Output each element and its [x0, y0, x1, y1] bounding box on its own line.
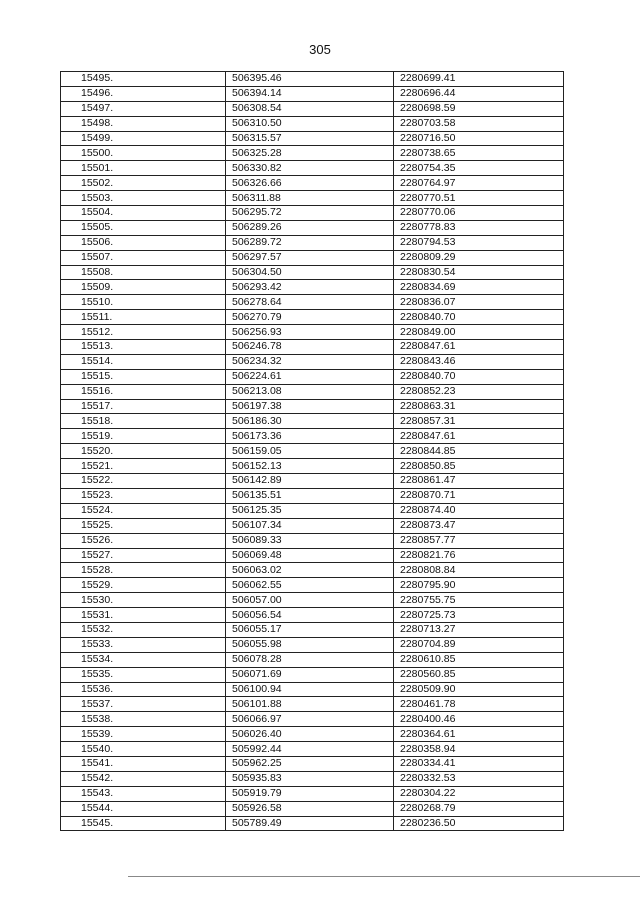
table-row [61, 756, 564, 771]
northing-cell: 2280268.79 [394, 801, 564, 816]
table-row [61, 727, 564, 742]
northing-cell: 2280764.97 [394, 176, 564, 191]
table-row [61, 414, 564, 429]
easting-cell: 506071.69 [226, 667, 394, 682]
easting-cell: 506297.57 [226, 250, 394, 265]
table-row [61, 786, 564, 801]
northing-cell: 2280509.90 [394, 682, 564, 697]
easting-cell: 506107.34 [226, 518, 394, 533]
coordinates-table-body [61, 72, 564, 831]
point-number-cell: 15525. [61, 518, 226, 533]
easting-cell: 506135.51 [226, 488, 394, 503]
easting-cell: 505992.44 [226, 742, 394, 757]
easting-cell: 506100.94 [226, 682, 394, 697]
point-number-cell: 15520. [61, 444, 226, 459]
table-row [61, 72, 564, 87]
table-row [61, 295, 564, 310]
point-number-cell: 15519. [61, 429, 226, 444]
point-number-cell: 15502. [61, 176, 226, 191]
northing-cell: 2280834.69 [394, 280, 564, 295]
table-row [61, 474, 564, 489]
easting-cell: 506304.50 [226, 265, 394, 280]
point-number-cell: 15515. [61, 369, 226, 384]
northing-cell: 2280400.46 [394, 712, 564, 727]
easting-cell: 506056.54 [226, 608, 394, 623]
northing-cell: 2280334.41 [394, 756, 564, 771]
point-number-cell: 15495. [61, 72, 226, 87]
table-row [61, 682, 564, 697]
northing-cell: 2280844.85 [394, 444, 564, 459]
northing-cell: 2280461.78 [394, 697, 564, 712]
point-number-cell: 15543. [61, 786, 226, 801]
northing-cell: 2280236.50 [394, 816, 564, 831]
table-row [61, 503, 564, 518]
point-number-cell: 15503. [61, 191, 226, 206]
table-row [61, 206, 564, 221]
table-row [61, 280, 564, 295]
easting-cell: 506289.72 [226, 235, 394, 250]
northing-cell: 2280738.65 [394, 146, 564, 161]
northing-cell: 2280873.47 [394, 518, 564, 533]
table-row [61, 608, 564, 623]
easting-cell: 506395.46 [226, 72, 394, 87]
easting-cell: 506234.32 [226, 354, 394, 369]
northing-cell: 2280874.40 [394, 503, 564, 518]
point-number-cell: 15524. [61, 503, 226, 518]
northing-cell: 2280725.73 [394, 608, 564, 623]
point-number-cell: 15500. [61, 146, 226, 161]
easting-cell: 505789.49 [226, 816, 394, 831]
northing-cell: 2280840.70 [394, 310, 564, 325]
easting-cell: 506213.08 [226, 384, 394, 399]
northing-cell: 2280358.94 [394, 742, 564, 757]
easting-cell: 506330.82 [226, 161, 394, 176]
point-number-cell: 15506. [61, 235, 226, 250]
northing-cell: 2280698.59 [394, 101, 564, 116]
northing-cell: 2280840.70 [394, 369, 564, 384]
northing-cell: 2280836.07 [394, 295, 564, 310]
point-number-cell: 15536. [61, 682, 226, 697]
northing-cell: 2280808.84 [394, 563, 564, 578]
easting-cell: 505919.79 [226, 786, 394, 801]
table-row [61, 444, 564, 459]
northing-cell: 2280610.85 [394, 652, 564, 667]
northing-cell: 2280713.27 [394, 622, 564, 637]
point-number-cell: 15541. [61, 756, 226, 771]
northing-cell: 2280847.61 [394, 429, 564, 444]
northing-cell: 2280847.61 [394, 340, 564, 355]
point-number-cell: 15514. [61, 354, 226, 369]
northing-cell: 2280857.31 [394, 414, 564, 429]
table-row [61, 429, 564, 444]
page-bottom-rule [128, 876, 640, 877]
table-row [61, 712, 564, 727]
point-number-cell: 15521. [61, 459, 226, 474]
northing-cell: 2280843.46 [394, 354, 564, 369]
point-number-cell: 15539. [61, 727, 226, 742]
northing-cell: 2280852.23 [394, 384, 564, 399]
point-number-cell: 15530. [61, 593, 226, 608]
point-number-cell: 15499. [61, 131, 226, 146]
easting-cell: 506066.97 [226, 712, 394, 727]
northing-cell: 2280560.85 [394, 667, 564, 682]
table-row [61, 340, 564, 355]
point-number-cell: 15522. [61, 474, 226, 489]
easting-cell: 506159.05 [226, 444, 394, 459]
table-row [61, 86, 564, 101]
northing-cell: 2280830.54 [394, 265, 564, 280]
easting-cell: 506295.72 [226, 206, 394, 221]
point-number-cell: 15497. [61, 101, 226, 116]
northing-cell: 2280696.44 [394, 86, 564, 101]
northing-cell: 2280861.47 [394, 474, 564, 489]
easting-cell: 506173.36 [226, 429, 394, 444]
point-number-cell: 15527. [61, 548, 226, 563]
easting-cell: 506057.00 [226, 593, 394, 608]
point-number-cell: 15508. [61, 265, 226, 280]
table-row [61, 116, 564, 131]
easting-cell: 505935.83 [226, 771, 394, 786]
easting-cell: 506315.57 [226, 131, 394, 146]
northing-cell: 2280755.75 [394, 593, 564, 608]
page-number: 305 [309, 42, 331, 57]
table-row [61, 459, 564, 474]
northing-cell: 2280863.31 [394, 399, 564, 414]
easting-cell: 506224.61 [226, 369, 394, 384]
table-row [61, 801, 564, 816]
table-row [61, 622, 564, 637]
northing-cell: 2280770.51 [394, 191, 564, 206]
point-number-cell: 15528. [61, 563, 226, 578]
point-number-cell: 15509. [61, 280, 226, 295]
point-number-cell: 15537. [61, 697, 226, 712]
easting-cell: 506089.33 [226, 533, 394, 548]
northing-cell: 2280849.00 [394, 325, 564, 340]
table-row [61, 250, 564, 265]
northing-cell: 2280770.06 [394, 206, 564, 221]
point-number-cell: 15531. [61, 608, 226, 623]
table-row [61, 191, 564, 206]
easting-cell: 506063.02 [226, 563, 394, 578]
point-number-cell: 15510. [61, 295, 226, 310]
easting-cell: 506270.79 [226, 310, 394, 325]
table-row [61, 146, 564, 161]
easting-cell: 506325.28 [226, 146, 394, 161]
easting-cell: 506078.28 [226, 652, 394, 667]
table-row [61, 354, 564, 369]
easting-cell: 506293.42 [226, 280, 394, 295]
table-row [61, 667, 564, 682]
point-number-cell: 15517. [61, 399, 226, 414]
table-row [61, 176, 564, 191]
point-number-cell: 15511. [61, 310, 226, 325]
point-number-cell: 15532. [61, 622, 226, 637]
table-row [61, 637, 564, 652]
point-number-cell: 15542. [61, 771, 226, 786]
easting-cell: 506055.98 [226, 637, 394, 652]
northing-cell: 2280716.50 [394, 131, 564, 146]
easting-cell: 505962.25 [226, 756, 394, 771]
northing-cell: 2280870.71 [394, 488, 564, 503]
table-row [61, 548, 564, 563]
point-number-cell: 15507. [61, 250, 226, 265]
easting-cell: 506069.48 [226, 548, 394, 563]
point-number-cell: 15518. [61, 414, 226, 429]
table-row [61, 771, 564, 786]
point-number-cell: 15535. [61, 667, 226, 682]
northing-cell: 2280809.29 [394, 250, 564, 265]
table-row [61, 310, 564, 325]
point-number-cell: 15534. [61, 652, 226, 667]
easting-cell: 506278.64 [226, 295, 394, 310]
easting-cell: 506197.38 [226, 399, 394, 414]
northing-cell: 2280699.41 [394, 72, 564, 87]
point-number-cell: 15496. [61, 86, 226, 101]
point-number-cell: 15538. [61, 712, 226, 727]
easting-cell: 506062.55 [226, 578, 394, 593]
point-number-cell: 15513. [61, 340, 226, 355]
point-number-cell: 15512. [61, 325, 226, 340]
easting-cell: 506186.30 [226, 414, 394, 429]
table-row [61, 652, 564, 667]
point-number-cell: 15545. [61, 816, 226, 831]
northing-cell: 2280703.58 [394, 116, 564, 131]
table-row [61, 488, 564, 503]
coordinates-table [60, 71, 564, 831]
easting-cell: 506289.26 [226, 220, 394, 235]
easting-cell: 506101.88 [226, 697, 394, 712]
easting-cell: 506308.54 [226, 101, 394, 116]
northing-cell: 2280754.35 [394, 161, 564, 176]
point-number-cell: 15501. [61, 161, 226, 176]
table-row [61, 220, 564, 235]
table-row [61, 131, 564, 146]
easting-cell: 506125.35 [226, 503, 394, 518]
northing-cell: 2280778.83 [394, 220, 564, 235]
easting-cell: 506246.78 [226, 340, 394, 355]
table-row [61, 593, 564, 608]
point-number-cell: 15516. [61, 384, 226, 399]
point-number-cell: 15540. [61, 742, 226, 757]
northing-cell: 2280850.85 [394, 459, 564, 474]
table-row [61, 578, 564, 593]
northing-cell: 2280332.53 [394, 771, 564, 786]
table-row [61, 101, 564, 116]
table-row [61, 533, 564, 548]
easting-cell: 506142.89 [226, 474, 394, 489]
easting-cell: 506256.93 [226, 325, 394, 340]
point-number-cell: 15544. [61, 801, 226, 816]
easting-cell: 505926.58 [226, 801, 394, 816]
point-number-cell: 15505. [61, 220, 226, 235]
table-row [61, 235, 564, 250]
northing-cell: 2280304.22 [394, 786, 564, 801]
table-row [61, 816, 564, 831]
northing-cell: 2280821.76 [394, 548, 564, 563]
northing-cell: 2280795.90 [394, 578, 564, 593]
table-row [61, 518, 564, 533]
table-row [61, 399, 564, 414]
easting-cell: 506310.50 [226, 116, 394, 131]
point-number-cell: 15526. [61, 533, 226, 548]
table-row [61, 563, 564, 578]
easting-cell: 506311.88 [226, 191, 394, 206]
table-row [61, 742, 564, 757]
northing-cell: 2280364.61 [394, 727, 564, 742]
point-number-cell: 15498. [61, 116, 226, 131]
point-number-cell: 15504. [61, 206, 226, 221]
northing-cell: 2280704.89 [394, 637, 564, 652]
table-row [61, 384, 564, 399]
point-number-cell: 15523. [61, 488, 226, 503]
easting-cell: 506326.66 [226, 176, 394, 191]
easting-cell: 506055.17 [226, 622, 394, 637]
northing-cell: 2280857.77 [394, 533, 564, 548]
table-row [61, 161, 564, 176]
point-number-cell: 15529. [61, 578, 226, 593]
easting-cell: 506026.40 [226, 727, 394, 742]
northing-cell: 2280794.53 [394, 235, 564, 250]
point-number-cell: 15533. [61, 637, 226, 652]
easting-cell: 506394.14 [226, 86, 394, 101]
table-row [61, 325, 564, 340]
table-row [61, 369, 564, 384]
easting-cell: 506152.13 [226, 459, 394, 474]
table-row [61, 697, 564, 712]
table-row [61, 265, 564, 280]
